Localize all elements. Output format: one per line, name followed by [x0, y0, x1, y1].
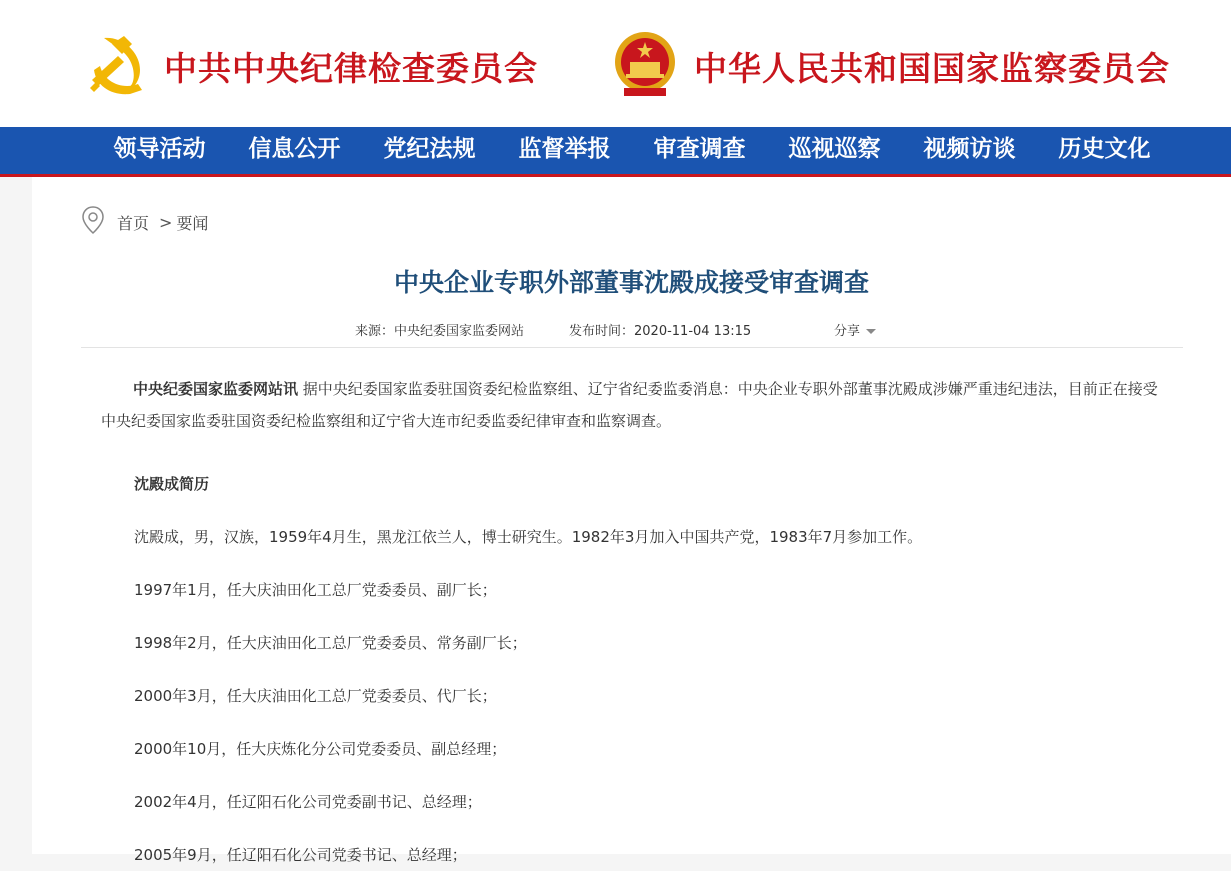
nav-item-history[interactable]: 历史文化	[1058, 135, 1151, 162]
lead-source-tag: 中央纪委国家监委网站讯	[133, 380, 299, 398]
breadcrumb-current-link[interactable]: 要闻	[176, 213, 209, 233]
resume-paragraph: 2002年4月，任辽阳石化公司党委副书记、总经理；	[134, 793, 482, 811]
site-header	[0, 0, 1231, 127]
section-heading: 沈殿成简历	[134, 475, 210, 493]
nav-item-inspection[interactable]: 巡视巡察	[788, 135, 881, 162]
nsc-brand-name: 中华人民共和国国家监察委员会	[694, 48, 1170, 88]
breadcrumb	[81, 207, 208, 237]
nav-item-leadership[interactable]: 领导活动	[113, 135, 206, 162]
nav-item-disclosure[interactable]: 信息公开	[248, 135, 341, 162]
article-title: 中央企业专职外部董事沈殿成接受审查调查	[393, 268, 869, 297]
nsc-brand[interactable]	[610, 26, 1170, 106]
meta-divider	[81, 347, 1183, 348]
article-meta	[32, 320, 1231, 340]
chevron-down-icon	[866, 329, 876, 334]
article-lead	[101, 373, 1166, 437]
nav-item-investigation[interactable]: 审查调查	[653, 135, 746, 162]
resume-paragraph: 2005年9月，任辽阳石化公司党委书记、总经理；	[134, 846, 467, 864]
article-body	[101, 373, 1166, 871]
ccdi-brand-name: 中共中央纪律检查委员会	[164, 48, 538, 88]
resume-paragraph: 2000年3月，任大庆油田化工总厂党委委员、代厂长；	[134, 687, 497, 705]
breadcrumb-home-link[interactable]: 首页	[117, 213, 150, 233]
nav-item-reporting[interactable]: 监督举报	[518, 135, 611, 162]
lead-text: 据中央纪委国家监委驻国资委纪检监察组、辽宁省纪委监委消息：中央企业专职外部董事沈殿成涉嫌严重违纪违法，目前正在接受中央纪委国家监委驻国资委纪检监察组和辽宁省大连市纪委监委纪律审查和监察调查。	[101, 380, 1158, 430]
party-emblem-icon	[82, 30, 150, 102]
resume-paragraph: 1997年1月，任大庆油田化工总厂党委委员、副厂长；	[134, 581, 497, 599]
resume-paragraph: 沈殿成，男，汉族，1959年4月生，黑龙江依兰人，博士研究生。1982年3月加入中国共产党，1983年7月参加工作。	[134, 528, 923, 546]
share-button[interactable]	[834, 320, 876, 339]
resume-paragraph: 2000年10月，任大庆炼化分公司党委委员、副总经理；	[134, 740, 507, 758]
resume-paragraph: 1998年2月，任大庆油田化工总厂党委委员、常务副厂长；	[134, 634, 527, 652]
ccdi-brand[interactable]	[82, 26, 538, 106]
breadcrumb-separator: >	[159, 212, 173, 232]
national-emblem-icon	[610, 28, 680, 104]
article-container	[32, 177, 1231, 864]
nav-item-regulations[interactable]: 党纪法规	[383, 135, 476, 162]
nav-item-video[interactable]: 视频访谈	[923, 135, 1016, 162]
share-label: 分享	[834, 324, 861, 339]
location-pin-icon	[81, 205, 105, 239]
article-source: 来源：中央纪委国家监委网站	[355, 324, 525, 339]
main-nav	[0, 127, 1231, 177]
article-publish-time: 发布时间：2020-11-04 13:15	[569, 324, 752, 339]
